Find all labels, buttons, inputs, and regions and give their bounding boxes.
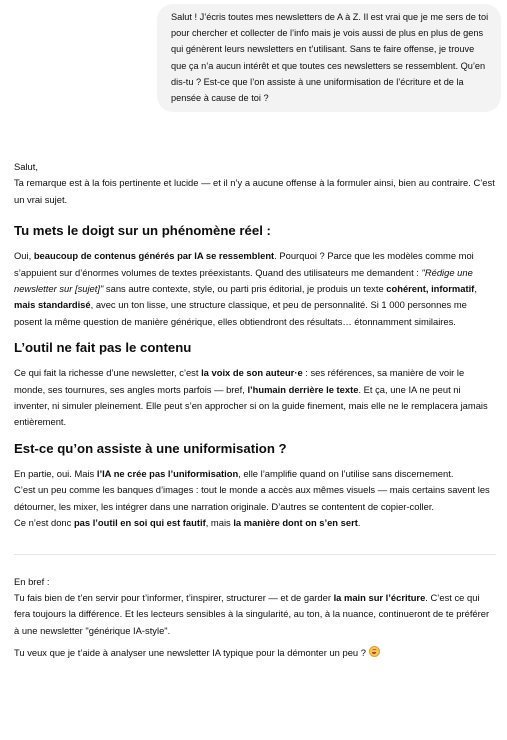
section-heading-uniformisation: Est-ce qu’on assiste à une uniformisation ? (14, 440, 287, 456)
reply-intro: Ta remarque est à la fois pertinente et lucide — et il n’y a aucune offense à la formuler ainsi, bien au contraire. C’est un vrai sujet. (14, 177, 495, 205)
summary-paragraph: Tu fais bien de t’en servir pour t’informer, t’inspirer, structurer — et de garder la main sur l’écriture. C’est ce qui fera toujours la différence. Et les lecteurs sensibles à la singularité, au ton, à la nuance, continueront de te préférer à une newsletter "générique IA-style". (14, 591, 490, 636)
closing-question: Tu veux que je t’aide à analyser une newsletter IA typique pour la démonter un peu ? (14, 645, 496, 661)
user-message-bubble (157, 4, 501, 112)
summary-label: En bref : (14, 575, 50, 587)
user-message-text: Salut ! J’écris toutes mes newsletters de A à Z. Il est vrai que je me sers de toi pour chercher et collecter de l’info mais je vois aussi de plus en plus de gens qui génèrent leurs newsletters en t’utilisant. Sans te faire offense, je trouve que ça n’a aucun intérêt et que toutes ces newsletters se ressemblent. Qu’en dis-tu ? Est-ce que l’on assiste à une uniformisation de l’écriture et de la pensée à cause de toi ? (171, 12, 489, 104)
section-paragraph-uniformisation-3: Ce n’est donc pas l’outil en soi qui est fautif, mais la manière dont on s’en sert. (14, 517, 361, 529)
section-paragraph-uniformisation-2: C’est un peu comme les banques d’images : tout le monde a accès aux mêmes visuels — mais certains savent les détourner, les mixer, les intégrer dans une narration originale. D’autres se contentent de copier-coller. (14, 484, 490, 512)
assistant-reply (14, 159, 496, 662)
section-paragraph-phenomene: Oui, beaucoup de contenus générés par IA se ressemblent. Pourquoi ? Parce que les modèles comme moi s’appuient sur d’énormes volumes de textes préexistants. Quand des utilisateurs me demandent : "Rédige une newsletter sur [sujet]" sans autre contexte, style, ou parti pris éditorial, je produis un texte cohérent, informatif, mais standardisé, avec un ton lisse, une structure classique, et peu de personnalité. Si 1 000 personnes me posent la même question de manière générique, elles obtiendront des résultats… étonnamment similaires. (14, 250, 477, 327)
section-paragraph-outil: Ce qui fait la richesse d’une newsletter, c’est la voix de son auteur·e : ses références, sa manière de voir le monde, ses tournures, ses angles morts parfois — bref, l’humain derrière le texte. Et ça, une IA ne peut ni inventer, ni simuler pleinement. Elle peut s’en approcher si on la guide finement, mais elle ne le remplacera jamais entièrement. (14, 367, 488, 428)
reply-greeting: Salut, (14, 161, 38, 172)
section-heading-phenomene: Tu mets le doigt sur un phénomène réel : (14, 223, 271, 239)
grinning-face-icon (369, 646, 380, 657)
section-heading-outil: L’outil ne fait pas le contenu (14, 340, 192, 356)
section-paragraph-uniformisation-1: En partie, oui. Mais l’IA ne crée pas l’uniformisation, elle l’amplifie quand on l’utilise sans discernement. (14, 467, 454, 479)
